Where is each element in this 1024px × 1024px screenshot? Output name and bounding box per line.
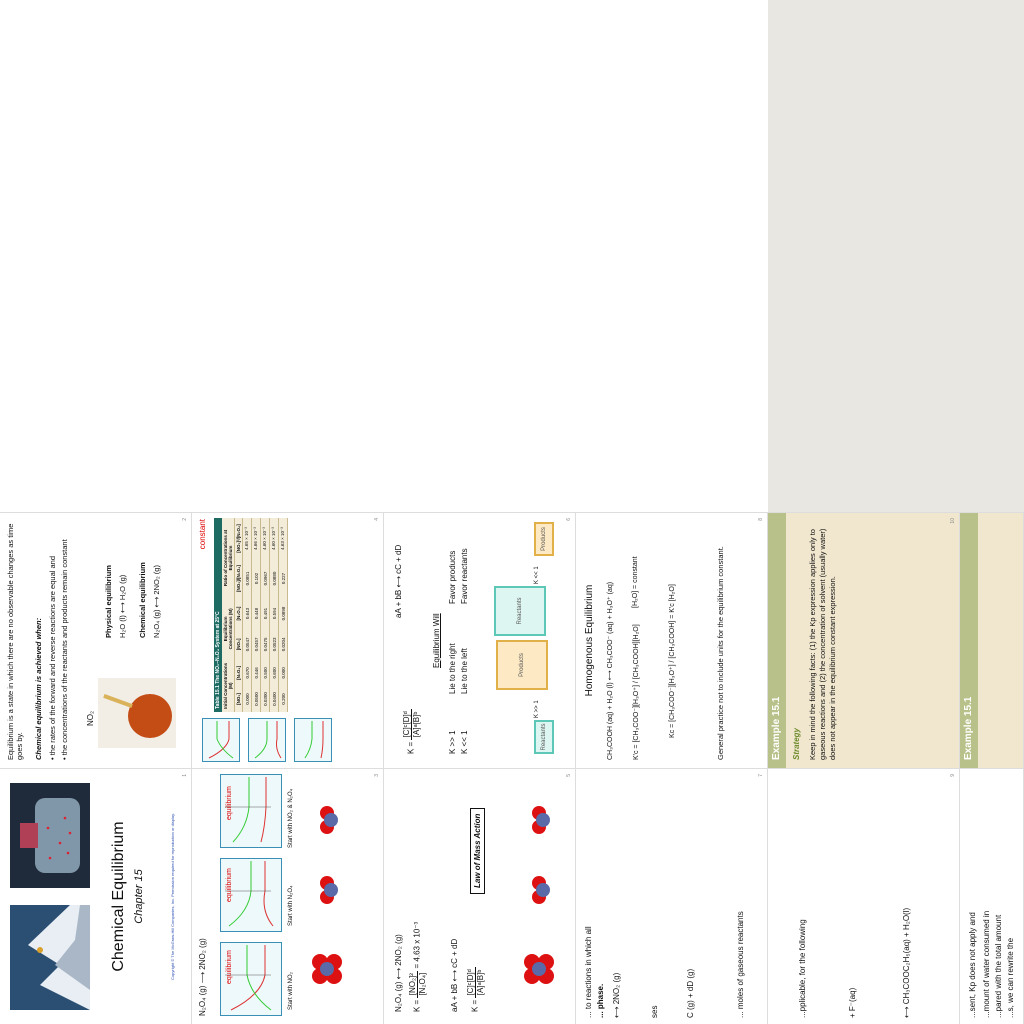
mini-chart-3 <box>294 718 332 762</box>
table-row <box>261 518 270 712</box>
no2-flask-photo <box>98 678 176 748</box>
conditions-intro: Chemical equilibrium is achieved when: <box>34 617 43 760</box>
k-fraction <box>408 971 427 998</box>
reaction: N₂O₄ (g) ⟷ 2NO₂ (g) <box>394 934 403 1012</box>
products-box-large: Products <box>496 640 548 690</box>
copyright: Copyright © The McGraw-Hill Companies, Inc. Permission required for reproduction or display. <box>170 813 175 980</box>
mini-chart-1 <box>202 718 240 762</box>
text-line: ... to reactions in which all <box>584 926 593 1018</box>
example-header: Example 15.1 <box>768 513 786 768</box>
k-denominator: [A]ᵃ[B]ᵇ <box>412 711 421 738</box>
general-reaction: aA + bB ⟷ cC + dD <box>394 544 403 618</box>
k-numerator: [NO₂]² <box>408 971 418 998</box>
slide-number: 7 <box>758 774 764 777</box>
equation: CH₃COOH (aq) + H₂O (l) ⟷ CH₃COO⁻ (aq) + H₃O⁺ (aq) <box>607 581 614 760</box>
text-line: + F⁻(aq) <box>848 987 857 1018</box>
cell: 0.643 <box>243 598 252 629</box>
constant-label: constant <box>198 519 207 550</box>
text-line: ses <box>650 1005 659 1018</box>
text-line: ⟷ 2NO₂ (g) <box>612 972 621 1018</box>
cell: 0.0475 <box>261 629 270 660</box>
cell: 0.446 <box>252 660 261 686</box>
table-row <box>279 518 288 712</box>
cell: 0.0500 <box>252 686 261 712</box>
equilibrium-label: equilibrium <box>226 950 233 984</box>
slide-number: 9 <box>950 774 956 777</box>
cell: 0.448 <box>252 598 261 629</box>
slide-number: 5 <box>566 774 572 777</box>
example-header: Example 15.1 <box>960 513 978 768</box>
col-header: [NO₂] <box>235 686 243 712</box>
reaction: N₂O₄ (g) ⟶ 2NO₂ (g) <box>198 938 207 1016</box>
section-title: Equilibrium Will <box>432 613 441 668</box>
cell: 0.0851 <box>243 559 252 598</box>
k-denominator: [N₂O₄] <box>418 972 427 996</box>
cell: 0.0300 <box>261 686 270 712</box>
curves <box>295 719 331 761</box>
cell: 0.0880 <box>270 559 279 598</box>
text-line: ⟷ CH₃COOC₂H₅(aq) + H₂O(l) <box>902 907 911 1018</box>
no2-molecule-icon <box>314 804 344 834</box>
table-title: Table 15.1 The NO₂–N₂O₄ System at 25°C <box>214 518 222 712</box>
k-gt-direction: Lie to the right <box>448 643 457 694</box>
table-row <box>243 518 252 712</box>
cell: 0.227 <box>279 559 288 598</box>
cell: 4.63 × 10⁻³ <box>279 518 288 559</box>
slide-8 <box>576 512 768 768</box>
table-row <box>270 518 279 712</box>
phys-equation: H₂O (l) ⟷ H₂O (g) <box>118 574 127 638</box>
cell: 0.0898 <box>279 598 288 629</box>
slide-title: Homogenous Equilibrium <box>584 584 595 697</box>
cell: 0.000 <box>279 660 288 686</box>
cell: 0.0204 <box>279 629 288 660</box>
cell: 0.102 <box>252 559 261 598</box>
mini-chart-2 <box>248 718 286 762</box>
cell: 0.500 <box>261 660 270 686</box>
mountain-photo <box>10 905 90 1010</box>
cell: 0.000 <box>243 686 252 712</box>
k-lt-favor: Favor reactants <box>460 548 469 604</box>
slide-12 <box>960 512 1024 768</box>
slide-number: 3 <box>374 774 380 777</box>
text-line: ...pared with the total amount <box>994 914 1003 1018</box>
slide-6 <box>384 512 576 768</box>
slide-2 <box>0 512 192 768</box>
reactants-box-small: Reactants <box>534 720 554 754</box>
k-denominator: [A]ᵃ[B]ᵇ <box>476 969 485 996</box>
k-gt-label: K >> 1 <box>448 730 457 754</box>
text-line: ... phase. <box>596 983 605 1018</box>
col-header: [NO₂]/[N₂O₄] <box>235 559 243 598</box>
header-initial: Initial Concentrations (M) <box>222 660 235 712</box>
condition-2: • the concentrations of the reactants and products remain constant <box>60 539 69 760</box>
chem-equation: N₂O₄ (g) ⟷ 2NO₂ (g) <box>152 565 161 638</box>
slide-subtitle: Chapter 15 <box>133 869 145 924</box>
condition-1: • the rates of the forward and reverse reactions are equal and <box>48 555 57 760</box>
slide-11 <box>960 768 1024 1024</box>
slide-title: Chemical Equilibrium <box>110 821 127 972</box>
water-constant: [H₂O] = constant <box>632 556 639 608</box>
k-expression: K = [NO₂]² [N₂O₄] = 4.63 x 10⁻³ <box>408 921 427 1012</box>
row-k-lt <box>460 524 469 754</box>
slide-number: 1 <box>182 774 188 777</box>
cell: 0.200 <box>279 686 288 712</box>
general-reaction: aA + bB ⟷ cC + dD <box>450 938 459 1012</box>
header-ratio: Ratio of Concentrations at Equilibrium <box>222 518 235 598</box>
caption-2: Start with N₂O₄ <box>288 885 294 926</box>
curves <box>249 719 285 761</box>
definition: Equilibrium is a state in which there are no observable changes as time goes by. <box>6 523 24 760</box>
strategy-label: Strategy <box>792 727 801 760</box>
cell: 4.60 × 10⁻³ <box>270 518 279 559</box>
header-equilibrium: Equilibrium Concentrations (M) <box>222 598 235 660</box>
kc-expression: Kc = [CH₃COO⁻][H₃O⁺] / [CH₃COOH] = K′c [H₂O] <box>669 584 676 738</box>
condition-1-text: the rates of the forward and reverse reactions are equal and <box>48 555 57 756</box>
cell: 0.0457 <box>252 629 261 660</box>
text-line: ...pplicable, for the following <box>798 919 807 1018</box>
slide-3 <box>192 768 384 1024</box>
k-numerator: [C]ᶜ[D]ᵈ <box>402 711 411 738</box>
col-header: [N₂O₄] <box>235 598 243 629</box>
slide-number: 4 <box>374 518 380 521</box>
kc-prime: K′c = [CH₃COO⁻][H₃O⁺] / [CH₃COOH][H₂O] <box>633 624 640 760</box>
strategy-text: Keep in mind the following facts: (1) the Kp expression applies only to gaseous reactions and (2) the concentration of solvent (usually water) does not appear in the equilibrium constant expression. <box>808 528 837 760</box>
slide-number: 8 <box>758 518 764 521</box>
col-header: [NO₂] <box>235 629 243 660</box>
k-lt-label: K << 1 <box>460 730 469 754</box>
cell: 0.600 <box>270 660 279 686</box>
text-line: ...mount of water consumed in <box>982 910 991 1018</box>
k-lt-arrow-label: K << 1 <box>534 566 540 584</box>
slide-7 <box>576 768 768 1024</box>
slide-9 <box>768 768 960 1024</box>
k-general: K = [C]ᶜ[D]ᵈ [A]ᵃ[B]ᵇ <box>466 969 485 1012</box>
caption-3: Start with NO₂ & N₂O₄ <box>288 788 294 848</box>
no2-label: NO₂ <box>86 710 95 726</box>
cell: 0.594 <box>270 598 279 629</box>
slide-1 <box>0 768 192 1024</box>
slide-10 <box>768 512 960 768</box>
n2o4-molecule-icon <box>312 954 342 984</box>
k-fraction <box>402 709 421 739</box>
curves <box>203 719 239 761</box>
k-gt-arrow-label: K >> 1 <box>534 700 540 718</box>
row-k-gt <box>448 524 457 754</box>
cell: 0.0967 <box>261 559 270 598</box>
equilibrium-label: equilibrium <box>226 868 233 902</box>
no2-molecule-icon <box>526 804 556 834</box>
cell: 0.0523 <box>270 629 279 660</box>
cell: 0.491 <box>261 598 270 629</box>
n2o4-molecule-icon <box>524 954 554 984</box>
k-gt-favor: Favor products <box>448 550 457 604</box>
cell: 4.65 × 10⁻³ <box>243 518 252 559</box>
cell: 0.670 <box>243 660 252 686</box>
chem-label: Chemical equilibrium <box>138 562 147 638</box>
caption-1: Start with NO₂ <box>288 971 294 1010</box>
cell: 4.66 × 10⁻³ <box>252 518 261 559</box>
k-fraction <box>466 967 485 997</box>
k-lt-direction: Lie to the left <box>460 648 469 694</box>
equilibrium-label: equilibrium <box>226 786 233 820</box>
cell: 0.0547 <box>243 629 252 660</box>
text-line: ... moles of gaseous reactants <box>736 911 745 1018</box>
slide-number: 10 <box>950 518 956 524</box>
table-container <box>214 518 288 712</box>
text-line: ...s, we can rewrite the <box>1006 937 1015 1018</box>
table-row <box>252 518 261 712</box>
no2-molecule-icon <box>526 874 556 904</box>
note: General practice not to include units for the equilibrium constant. <box>716 546 725 760</box>
k-numerator: [C]ᶜ[D]ᵈ <box>466 969 475 996</box>
k-value: = 4.63 x 10⁻³ <box>412 921 422 969</box>
reactants-box-large: Reactants <box>494 586 546 636</box>
slide-number: 2 <box>182 518 188 521</box>
equilibrium-table <box>222 518 288 712</box>
k-general: K = [C]ᶜ[D]ᵈ [A]ᵃ[B]ᵇ <box>402 711 421 754</box>
col-header: [NO₂]²/[N₂O₄] <box>235 518 243 559</box>
cell: 0.0400 <box>270 686 279 712</box>
slide-4 <box>192 512 384 768</box>
slide-5 <box>384 768 576 1024</box>
text-line: ...sent, Kp does not apply and <box>968 912 977 1018</box>
slide-number: 6 <box>566 518 572 521</box>
products-box-small: Products <box>534 522 554 556</box>
law-box: Law of Mass Action <box>470 808 485 894</box>
no2-molecule-icon <box>314 874 344 904</box>
bottle-photo <box>10 783 90 888</box>
phys-label: Physical equilibrium <box>104 565 113 638</box>
cell: 4.60 × 10⁻³ <box>261 518 270 559</box>
col-header: [N₂O₄] <box>235 660 243 686</box>
text-line: C (g) + dD (g) <box>686 968 695 1018</box>
condition-2-text: the concentrations of the reactants and products remain constant <box>60 539 69 756</box>
